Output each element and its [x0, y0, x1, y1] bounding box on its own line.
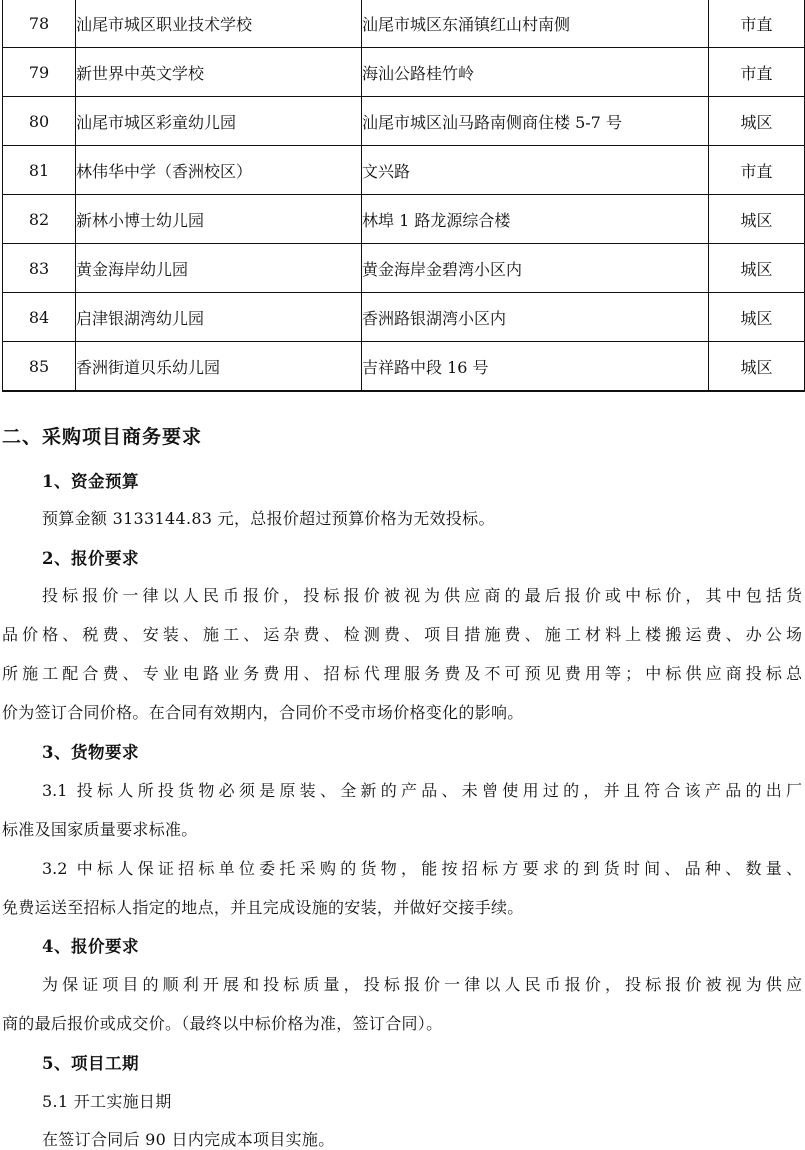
quote-paragraph-line: 价为签订合同价格。在合同有效期内，合同价不受市场价格变化的影响。 — [2, 703, 524, 722]
school-name-cell: 启津银湖湾幼儿园 — [76, 293, 362, 342]
table-row — [3, 146, 805, 195]
address-cell: 汕尾市城区东涌镇红山村南侧 — [362, 0, 709, 48]
district-cell: 市直 — [709, 48, 805, 97]
goods-paragraph-line: 免费运送至招标人指定的地点，并且完成设施的安装，并做好交接手续。 — [2, 898, 524, 917]
pricing-requirements-heading: 4、报价要求 — [42, 937, 139, 956]
pricing-paragraph-line: 商的最后报价或成交价。（最终以中标价格为准，签订合同）。 — [2, 1014, 443, 1033]
school-name-cell: 香洲街道贝乐幼儿园 — [76, 342, 362, 392]
address-cell: 吉祥路中段 16 号 — [362, 342, 709, 392]
budget-heading: 1、资金预算 — [42, 472, 139, 491]
district-cell: 城区 — [709, 97, 805, 146]
goods-paragraph-line: 3.2 中标人保证招标单位委托采购的货物，能按招标方要求的到货时间、品种、数量、 — [42, 859, 802, 878]
address-cell: 文兴路 — [362, 146, 709, 195]
school-name-cell: 汕尾市城区彩童幼儿园 — [76, 97, 362, 146]
district-cell: 市直 — [709, 0, 805, 48]
table-row — [3, 0, 805, 48]
address-cell: 香洲路银湖湾小区内 — [362, 293, 709, 342]
school-table-body — [3, 0, 805, 391]
address-cell: 黄金海岸金碧湾小区内 — [362, 244, 709, 293]
quote-paragraph-line: 所施工配合费、专业电路业务费用、招标代理服务费及不可预见费用等；中标供应商投标总 — [2, 664, 802, 683]
table-row — [3, 97, 805, 146]
table-row — [3, 48, 805, 97]
district-cell: 城区 — [709, 342, 805, 392]
district-cell: 市直 — [709, 146, 805, 195]
address-cell: 海汕公路桂竹岭 — [362, 48, 709, 97]
table-row — [3, 342, 805, 392]
budget-paragraph: 预算金额 3133144.83 元，总报价超过预算价格为无效投标。 — [42, 509, 495, 528]
goods-paragraph-line: 标准及国家质量要求标准。 — [2, 820, 198, 839]
row-number-cell: 83 — [3, 244, 76, 293]
school-name-cell: 新林小博士幼儿园 — [76, 195, 362, 244]
district-cell: 城区 — [709, 195, 805, 244]
schedule-subheading: 5.1 开工实施日期 — [42, 1092, 172, 1111]
school-name-cell: 林伟华中学（香洲校区） — [76, 146, 362, 195]
row-number-cell: 81 — [3, 146, 76, 195]
table-row — [3, 195, 805, 244]
district-cell: 城区 — [709, 244, 805, 293]
row-number-cell: 85 — [3, 342, 76, 392]
goods-paragraph-line: 3.1 投标人所投货物必须是原装、全新的产品、未曾使用过的，并且符合该产品的出厂 — [42, 781, 802, 800]
row-number-cell: 79 — [3, 48, 76, 97]
district-cell: 城区 — [709, 293, 805, 342]
school-name-cell: 黄金海岸幼儿园 — [76, 244, 362, 293]
row-number-cell: 80 — [3, 97, 76, 146]
row-number-cell: 84 — [3, 293, 76, 342]
schedule-heading: 5、项目工期 — [42, 1054, 139, 1073]
school-name-cell: 新世界中英文学校 — [76, 48, 362, 97]
quote-paragraph-line: 品价格、税费、安装、施工、运杂费、检测费、项目措施费、施工材料上楼搬运费、办公场 — [2, 625, 802, 644]
quote-paragraph-line: 投标报价一律以人民币报价，投标报价被视为供应商的最后报价或中标价，其中包括货 — [42, 586, 802, 605]
section-heading: 二、采购项目商务要求 — [2, 426, 203, 448]
row-number-cell: 82 — [3, 195, 76, 244]
pricing-paragraph-line: 为保证项目的顺利开展和投标质量，投标报价一律以人民币报价，投标报价被视为供应 — [42, 975, 802, 994]
table-row — [3, 244, 805, 293]
school-table — [2, 0, 805, 392]
address-cell: 林埠 1 路龙源综合楼 — [362, 195, 709, 244]
quote-requirements-heading: 2、报价要求 — [42, 549, 139, 568]
school-name-cell: 汕尾市城区职业技术学校 — [76, 0, 362, 48]
schedule-paragraph: 在签订合同后 90 日内完成本项目实施。 — [42, 1130, 335, 1149]
address-cell: 汕尾市城区汕马路南侧商住楼 5-7 号 — [362, 97, 709, 146]
row-number-cell: 78 — [3, 0, 76, 48]
goods-requirements-heading: 3、货物要求 — [42, 743, 139, 762]
table-row — [3, 293, 805, 342]
